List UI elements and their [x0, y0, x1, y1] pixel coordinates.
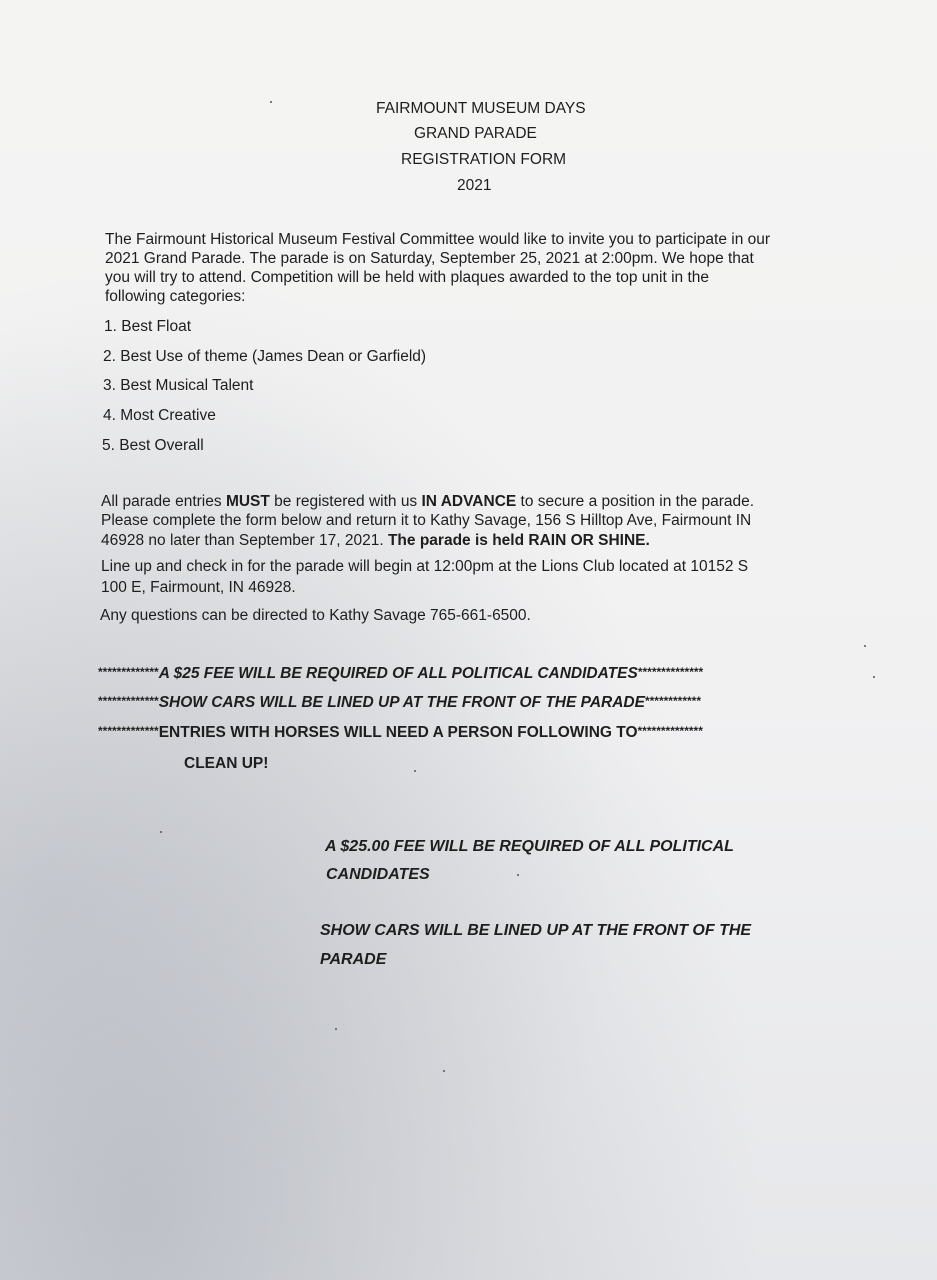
registration-text: be registered with us — [269, 493, 422, 510]
paper-speck — [335, 1028, 337, 1030]
checkin-line: Line up and check in for the parade will begin at 12:00pm at the Lions Club located at 10152 S — [101, 558, 749, 575]
registration-line: Please complete the form below and return it to Kathy Savage, 156 S Hilltop Ave, Fairmount IN — [101, 512, 752, 529]
paper-speck — [873, 676, 875, 678]
asterisk-border: ************* — [98, 665, 159, 679]
questions-contact: Any questions can be directed to Kathy Savage 765-661-6500. — [100, 607, 531, 624]
asterisk-border: ************** — [637, 724, 703, 738]
category-item: 1. Best Float — [104, 318, 192, 335]
asterisk-border: ************** — [637, 665, 704, 679]
notice-text: A $25 FEE WILL BE REQUIRED OF ALL POLITICAL CANDIDATES — [158, 665, 638, 682]
paper-speck — [517, 874, 519, 876]
registration-emphasis: IN ADVANCE — [421, 493, 517, 510]
registration-line — [101, 531, 650, 551]
category-item: 5. Best Overall — [102, 437, 204, 454]
asterisk-border: ************ — [644, 694, 701, 708]
registration-text: All parade entries — [101, 493, 226, 510]
fee-note-line: CANDIDATES — [326, 866, 430, 883]
intro-line: 2021 Grand Parade. The parade is on Saturday, September 25, 2021 at 2:00pm. We hope that — [105, 250, 754, 267]
notice-horses — [98, 721, 703, 743]
intro-line: The Fairmount Historical Museum Festival Committee would like to invite you to participate in our — [105, 231, 771, 248]
rain-or-shine-notice: The parade is held RAIN OR SHINE. — [387, 532, 650, 549]
title-year: 2021 — [457, 177, 492, 194]
paper-speck — [414, 770, 416, 772]
title-museum-days: FAIRMOUNT MUSEUM DAYS — [376, 100, 586, 117]
checkin-line: 100 E, Fairmount, IN 46928. — [101, 579, 296, 596]
title-registration-form: REGISTRATION FORM — [401, 151, 567, 168]
notice-text: ENTRIES WITH HORSES WILL NEED A PERSON FOLLOWING TO — [158, 724, 638, 741]
intro-line: you will try to attend. Competition will be held with plaques awarded to the top unit in the — [105, 269, 709, 286]
category-item: 3. Best Musical Talent — [103, 377, 254, 394]
paper-speck — [864, 645, 866, 647]
notice-horses-continued: CLEAN UP! — [184, 755, 269, 772]
asterisk-border: ************* — [98, 724, 159, 738]
paper-speck — [443, 1070, 445, 1072]
cars-note-line: SHOW CARS WILL BE LINED UP AT THE FRONT OF THE — [320, 922, 752, 939]
cars-note-line: PARADE — [320, 951, 387, 968]
registration-text: to secure a position in the parade. — [516, 493, 755, 510]
registration-line — [101, 492, 754, 512]
category-item: 2. Best Use of theme (James Dean or Garfield) — [103, 348, 427, 365]
paper-speck — [160, 831, 162, 833]
notice-show-cars — [98, 691, 701, 713]
title-grand-parade: GRAND PARADE — [414, 125, 537, 142]
fee-note-line: A $25.00 FEE WILL BE REQUIRED OF ALL POLITICAL — [325, 838, 734, 855]
intro-line: following categories: — [105, 288, 246, 305]
paper-speck — [270, 101, 272, 103]
notice-text: SHOW CARS WILL BE LINED UP AT THE FRONT OF THE PARADE — [158, 694, 645, 711]
registration-text: 46928 no later than September 17, 2021. — [101, 532, 388, 549]
asterisk-border: ************* — [98, 694, 159, 708]
notice-political-fee — [98, 662, 703, 684]
category-item: 4. Most Creative — [103, 407, 216, 424]
registration-emphasis: MUST — [225, 493, 270, 510]
